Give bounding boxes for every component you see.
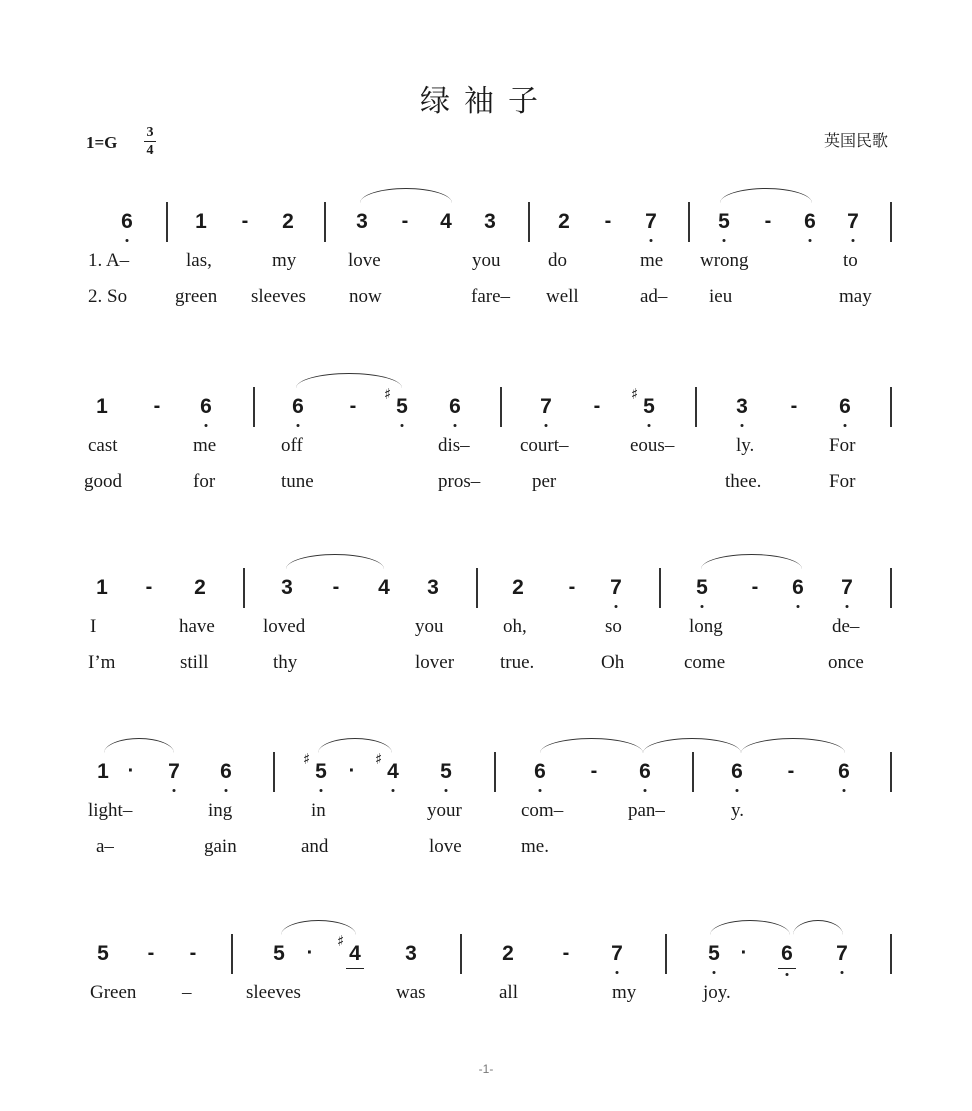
note-number: 6: [804, 210, 816, 233]
extension-dash: -: [349, 395, 357, 417]
song-origin: 英国民歌: [823, 131, 888, 150]
lyric-verse-1: loved: [263, 616, 306, 637]
note-number: 7: [611, 942, 623, 965]
lyric-verse-1: oh,: [503, 616, 527, 637]
low-octave-dot: [723, 239, 726, 242]
lyric-verse-2: ad–: [640, 286, 668, 307]
note-number: 2: [502, 942, 514, 965]
extension-dash: -: [790, 395, 798, 417]
note-number: 6: [639, 760, 651, 783]
note: [421, 576, 445, 600]
note: [833, 395, 857, 419]
note: [528, 760, 552, 784]
note-number: 3: [736, 395, 748, 418]
lyric-verse-1: ly.: [736, 435, 755, 456]
extension-dash: -: [604, 210, 612, 232]
note-number: 6: [534, 760, 546, 783]
lyric-verse-2: for: [193, 471, 216, 492]
extension-dash: -: [593, 395, 601, 417]
note-number: 3: [356, 210, 368, 233]
low-octave-dot: [786, 973, 789, 976]
note: [189, 210, 213, 234]
lyric-verse-2: once: [828, 652, 864, 673]
augmentation-dot: ·: [740, 942, 748, 964]
barline: [695, 387, 697, 427]
barline: [500, 387, 502, 427]
note: [337, 932, 367, 966]
low-octave-dot: [454, 424, 457, 427]
lyric-verse-2: ieu: [709, 286, 733, 307]
slur: [793, 920, 843, 935]
lyric-verse-2: may: [839, 286, 872, 307]
extension-dash: -: [401, 210, 409, 232]
low-octave-dot: [648, 424, 651, 427]
note: [303, 750, 333, 784]
barline: [243, 568, 245, 608]
low-octave-dot: [650, 239, 653, 242]
lyric-verse-1: wrong: [700, 250, 749, 271]
note: [506, 576, 530, 600]
low-octave-dot: [320, 789, 323, 792]
low-octave-dot: [844, 424, 847, 427]
lyric-verse-2: a–: [96, 836, 114, 857]
low-octave-dot: [126, 239, 129, 242]
note-number: 3: [427, 576, 439, 599]
lyric-verse-2: well: [546, 286, 579, 307]
note: [775, 942, 799, 966]
note-number: 5: [396, 395, 408, 418]
note: [384, 385, 414, 419]
sharp-icon: ♯: [303, 750, 311, 768]
extension-dash: -: [568, 576, 576, 598]
note: [443, 395, 467, 419]
score-line: [0, 210, 972, 360]
note: [639, 210, 663, 234]
note: [350, 210, 374, 234]
extension-dash: -: [787, 760, 795, 782]
lyric-verse-1: eous–: [630, 435, 675, 456]
lyric-verse-2: per: [532, 471, 557, 492]
lyric-verse-1: com–: [521, 800, 564, 821]
lyric-verse-1: For: [829, 435, 856, 456]
barline: [166, 202, 168, 242]
slur: [701, 554, 802, 569]
note: [534, 395, 558, 419]
note: [841, 210, 865, 234]
note-number: 4: [378, 576, 390, 599]
lyric-verse-1: de–: [832, 616, 860, 637]
score-line: [0, 385, 972, 545]
lyric-verse-2: love: [429, 836, 462, 857]
note-number: 7: [841, 576, 853, 599]
barline: [890, 568, 892, 608]
note-number: 4: [440, 210, 452, 233]
lyric-verse-2: thee.: [725, 471, 762, 492]
barline: [460, 934, 462, 974]
note-number: 5: [440, 760, 452, 783]
lyric-verse-2: me.: [521, 836, 549, 857]
note: [702, 942, 726, 966]
low-octave-dot: [445, 789, 448, 792]
score-line: [0, 576, 972, 726]
lyric-verse-2: true.: [500, 652, 535, 673]
slur: [643, 738, 741, 753]
extension-dash: -: [241, 210, 249, 232]
barline: [890, 752, 892, 792]
note-number: 5: [643, 395, 655, 418]
note-number: 4: [387, 760, 399, 783]
key-signature: 1=G: [86, 133, 118, 152]
note: [372, 576, 396, 600]
note-number: 5: [97, 942, 109, 965]
note-number: 5: [696, 576, 708, 599]
note: [90, 576, 114, 600]
slur: [360, 188, 452, 203]
lyric-verse-1: pan–: [628, 800, 665, 821]
note: [835, 576, 859, 600]
lyric-verse-1: me: [640, 250, 664, 271]
barline: [890, 934, 892, 974]
note: [798, 210, 822, 234]
sharp-icon: ♯: [337, 932, 345, 950]
lyric-verse-1: cast: [88, 435, 118, 456]
low-octave-dot: [173, 789, 176, 792]
lyric-verse-1: my: [272, 250, 297, 271]
low-octave-dot: [713, 971, 716, 974]
barline: [231, 934, 233, 974]
note-number: 1: [97, 760, 109, 783]
score-line: [0, 750, 972, 910]
lyric-verse-2: For: [829, 471, 856, 492]
note-number: 7: [540, 395, 552, 418]
note-number: 2: [194, 576, 206, 599]
extension-dash: -: [189, 942, 197, 964]
lyric-verse-2: I’m: [88, 652, 116, 673]
augmentation-dot: ·: [127, 760, 135, 782]
extension-dash: -: [764, 210, 772, 232]
lyric-verse-1: you: [415, 616, 444, 637]
lyric-verse-1: your: [427, 800, 462, 821]
eighth-underline: [778, 968, 796, 969]
lyric-verse-1: las,: [186, 250, 212, 271]
low-octave-dot: [846, 605, 849, 608]
augmentation-dot: ·: [306, 942, 314, 964]
note-number: 6: [781, 942, 793, 965]
note: [605, 942, 629, 966]
barline: [688, 202, 690, 242]
low-octave-dot: [644, 789, 647, 792]
note-number: 5: [718, 210, 730, 233]
extension-dash: -: [590, 760, 598, 782]
low-octave-dot: [205, 424, 208, 427]
barline: [659, 568, 661, 608]
lyric-verse-1: ing: [208, 800, 233, 821]
note: [786, 576, 810, 600]
note-number: 3: [405, 942, 417, 965]
low-octave-dot: [736, 789, 739, 792]
note: [214, 760, 238, 784]
low-octave-dot: [615, 605, 618, 608]
note-number: 6: [200, 395, 212, 418]
note-number: 3: [484, 210, 496, 233]
barline: [528, 202, 530, 242]
low-octave-dot: [392, 789, 395, 792]
barline: [476, 568, 478, 608]
low-octave-dot: [545, 424, 548, 427]
note: [194, 395, 218, 419]
lyric-verse-1: court–: [520, 435, 569, 456]
note: [633, 760, 657, 784]
note: [730, 395, 754, 419]
note-number: 1: [96, 395, 108, 418]
lyric-verse-1: in: [311, 800, 326, 821]
note-number: 6: [121, 210, 133, 233]
slur: [720, 188, 812, 203]
page-title: 绿袖子: [420, 84, 552, 119]
note: [604, 576, 628, 600]
lyric-verse-1: off: [281, 435, 303, 456]
lyric-verse-1: so: [605, 616, 622, 637]
lyric-verse-1: my: [612, 982, 637, 1003]
lyric-verse-2: come: [684, 652, 726, 673]
barline: [692, 752, 694, 792]
extension-dash: -: [332, 576, 340, 598]
note: [267, 942, 291, 966]
note: [496, 942, 520, 966]
note-number: 5: [315, 760, 327, 783]
note-number: 3: [281, 576, 293, 599]
lyric-verse-1: light–: [88, 800, 133, 821]
lyric-verse-1: was: [396, 982, 426, 1003]
lyric-verse-2: good: [84, 471, 122, 492]
slur: [281, 920, 356, 935]
slur: [741, 738, 845, 753]
barline: [890, 202, 892, 242]
sharp-icon: ♯: [375, 750, 383, 768]
eighth-underline: [346, 968, 364, 969]
lyric-verse-2: sleeves: [251, 286, 306, 307]
low-octave-dot: [616, 971, 619, 974]
note-number: 6: [838, 760, 850, 783]
slur: [710, 920, 790, 935]
note-number: 7: [610, 576, 622, 599]
note-number: 6: [839, 395, 851, 418]
note-number: 4: [349, 942, 361, 965]
note-number: 6: [449, 395, 461, 418]
lyric-verse-1: have: [179, 616, 215, 637]
note-number: 1: [195, 210, 207, 233]
lyric-verse-2: gain: [204, 836, 237, 857]
lyric-verse-1: love: [348, 250, 381, 271]
low-octave-dot: [401, 424, 404, 427]
note-number: 7: [836, 942, 848, 965]
low-octave-dot: [225, 789, 228, 792]
time-signature-numerator: 3: [146, 125, 154, 140]
low-octave-dot: [809, 239, 812, 242]
low-octave-dot: [701, 605, 704, 608]
lyric-verse-1: to: [843, 250, 858, 271]
note-number: 6: [292, 395, 304, 418]
low-octave-dot: [843, 789, 846, 792]
note: [690, 576, 714, 600]
lyric-verse-2: fare–: [471, 286, 511, 307]
lyric-verse-2: pros–: [438, 471, 481, 492]
barline: [253, 387, 255, 427]
lyric-verse-2: Oh: [601, 652, 625, 673]
extension-dash: -: [153, 395, 161, 417]
note: [830, 942, 854, 966]
lyric-verse-1: Green: [90, 982, 137, 1003]
lyric-verse-1: me: [193, 435, 217, 456]
note-number: 7: [847, 210, 859, 233]
lyric-verse-2: still: [180, 652, 209, 673]
lyric-verse-1: joy.: [703, 982, 731, 1003]
extension-dash: -: [145, 576, 153, 598]
low-octave-dot: [297, 424, 300, 427]
slur: [286, 554, 384, 569]
note: [162, 760, 186, 784]
note: [188, 576, 212, 600]
barline: [890, 387, 892, 427]
note: [434, 760, 458, 784]
note: [91, 942, 115, 966]
note: [276, 210, 300, 234]
note: [275, 576, 299, 600]
augmentation-dot: ·: [348, 760, 356, 782]
note: [286, 395, 310, 419]
low-octave-dot: [797, 605, 800, 608]
note: [375, 750, 405, 784]
lyric-verse-2: thy: [273, 652, 298, 673]
low-octave-dot: [741, 424, 744, 427]
sharp-icon: ♯: [384, 385, 392, 403]
note: [712, 210, 736, 234]
page-number: -1-: [478, 1062, 494, 1076]
note: [90, 395, 114, 419]
lyric-verse-1: 1. A–: [88, 250, 130, 271]
lyric-verse-1: all: [499, 982, 518, 1003]
lyric-verse-1: dis–: [438, 435, 470, 456]
note-number: 7: [168, 760, 180, 783]
barline: [324, 202, 326, 242]
note: [478, 210, 502, 234]
lyric-verse-1: I: [90, 616, 97, 637]
extension-dash: -: [147, 942, 155, 964]
lyric-verse-2: now: [349, 286, 382, 307]
lyric-verse-1: sleeves: [246, 982, 301, 1003]
note: [91, 760, 115, 784]
note-number: 2: [558, 210, 570, 233]
low-octave-dot: [852, 239, 855, 242]
lyric-verse-2: green: [175, 286, 218, 307]
note-number: 5: [708, 942, 720, 965]
lyric-verse-1: y.: [731, 800, 745, 821]
note-number: 6: [731, 760, 743, 783]
lyric-verse-2: and: [301, 836, 329, 857]
note-number: 1: [96, 576, 108, 599]
extension-dash: -: [562, 942, 570, 964]
note: [631, 385, 661, 419]
note: [115, 210, 139, 234]
extension-dash: -: [751, 576, 759, 598]
low-octave-dot: [539, 789, 542, 792]
note-number: 6: [220, 760, 232, 783]
lyric-verse-2: 2. So: [88, 286, 128, 307]
note: [399, 942, 423, 966]
lyric-verse-2: tune: [281, 471, 314, 492]
note-number: 2: [282, 210, 294, 233]
note-number: 5: [273, 942, 285, 965]
note: [552, 210, 576, 234]
lyric-verse-1: do: [548, 250, 567, 271]
slur: [540, 738, 643, 753]
lyric-verse-1: –: [182, 982, 192, 1003]
time-signature: [144, 125, 156, 158]
low-octave-dot: [841, 971, 844, 974]
lyric-verse-1: you: [472, 250, 501, 271]
lyric-verse-1: long: [689, 616, 723, 637]
note: [725, 760, 749, 784]
note-number: 2: [512, 576, 524, 599]
note-number: 6: [792, 576, 804, 599]
slur: [104, 738, 174, 753]
note: [832, 760, 856, 784]
fraction-line: [144, 141, 156, 142]
sharp-icon: ♯: [631, 385, 639, 403]
lyric-verse-2: lover: [415, 652, 455, 673]
note-number: 7: [645, 210, 657, 233]
time-signature-denominator: 4: [146, 143, 154, 158]
barline: [494, 752, 496, 792]
barline: [273, 752, 275, 792]
barline: [665, 934, 667, 974]
note: [434, 210, 458, 234]
